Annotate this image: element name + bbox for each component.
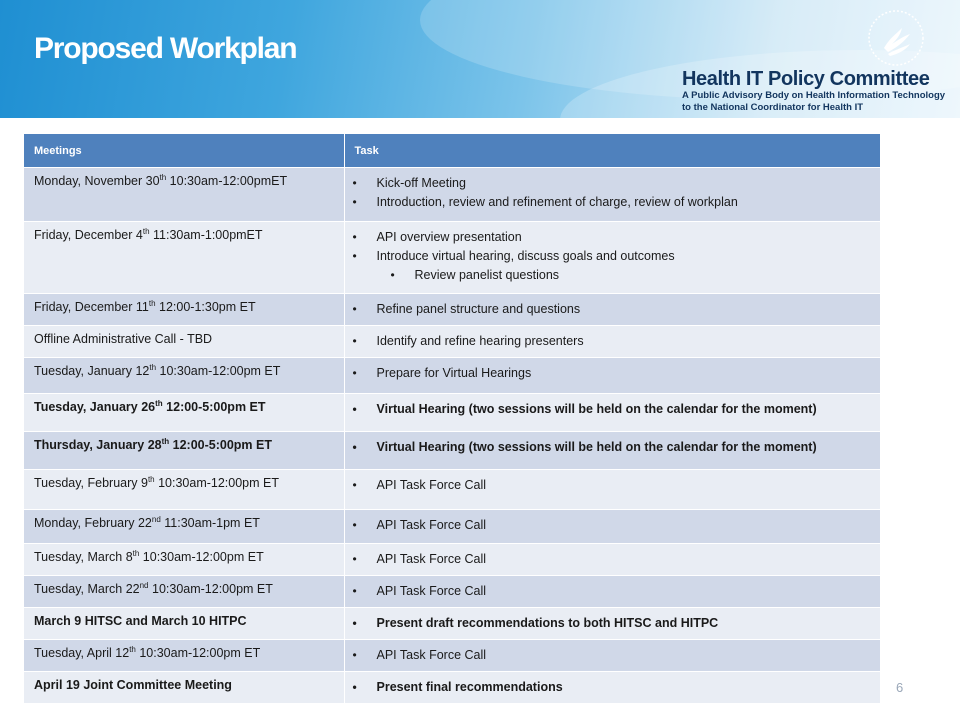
task-cell <box>344 326 880 358</box>
meeting-date <box>24 222 344 242</box>
meeting-cell <box>24 432 344 470</box>
workplan-rows <box>24 168 880 704</box>
table-row <box>24 394 880 432</box>
task-list <box>377 332 870 351</box>
meeting-date-text: April 19 Joint Committee Meeting <box>34 678 232 692</box>
table-row <box>24 432 880 470</box>
meeting-time-text: 11:30am-1:00pmET <box>149 228 263 242</box>
meeting-date <box>24 470 344 490</box>
meeting-cell <box>24 470 344 510</box>
meeting-date <box>24 326 344 346</box>
task-item: • Kick-off Meeting <box>377 174 870 193</box>
table-row <box>24 608 880 640</box>
ordinal-suffix: th <box>155 398 163 408</box>
meeting-cell <box>24 394 344 432</box>
meeting-date <box>24 168 344 188</box>
task-list <box>377 364 870 383</box>
ordinal-suffix: th <box>132 548 140 558</box>
task-item: • Present draft recommendations to both HITSC and HITPC <box>377 614 870 633</box>
task-list-container <box>345 672 880 703</box>
meeting-date <box>24 544 344 564</box>
task-cell <box>344 576 880 608</box>
task-cell <box>344 672 880 704</box>
meeting-date <box>24 394 344 414</box>
task-list-container <box>345 222 880 291</box>
task-cell <box>344 222 880 294</box>
meeting-date <box>24 640 344 660</box>
slide-title: Proposed Workplan <box>34 32 297 65</box>
meeting-date-text: Tuesday, March 22 <box>34 582 140 596</box>
task-list <box>377 582 870 601</box>
hhs-eagle-icon <box>866 8 926 68</box>
ordinal-suffix: nd <box>151 514 161 524</box>
task-item: • Virtual Hearing (two sessions will be held on the calendar for the moment) <box>377 438 870 457</box>
task-cell <box>344 168 880 222</box>
task-cell <box>344 394 880 432</box>
meeting-time-text: 10:30am-12:00pmET <box>166 174 288 188</box>
meeting-date-text: Tuesday, April 12 <box>34 646 130 660</box>
task-item: • API Task Force Call <box>377 550 870 569</box>
task-list-container <box>345 470 880 501</box>
task-item: • API Task Force Call <box>377 516 870 535</box>
task-item: • Introduction, review and refinement of charge, review of workplan <box>377 193 870 212</box>
logo-org-name: Health IT Policy Committee <box>682 68 930 90</box>
meeting-time-text: 10:30am-12:00pm ET <box>148 582 273 596</box>
task-list-container <box>345 510 880 541</box>
task-item: • Virtual Hearing (two sessions will be held on the calendar for the moment) <box>377 400 870 419</box>
page-number: 6 <box>896 680 904 695</box>
task-list-container <box>345 168 880 218</box>
task-cell <box>344 608 880 640</box>
meeting-date-text: Offline Administrative Call - TBD <box>34 332 213 346</box>
ordinal-suffix: th <box>159 172 167 182</box>
ordinal-suffix: th <box>142 226 150 236</box>
task-item: • Refine panel structure and questions <box>377 300 870 319</box>
task-list <box>377 476 870 495</box>
meeting-cell <box>24 640 344 672</box>
meeting-cell <box>24 168 344 222</box>
meeting-date <box>24 608 344 628</box>
task-list <box>377 646 870 665</box>
meeting-date <box>24 294 344 314</box>
table-row <box>24 470 880 510</box>
meeting-date-text: Friday, December 4 <box>34 228 143 242</box>
table-row <box>24 672 880 704</box>
task-cell <box>344 294 880 326</box>
meeting-date-text: Monday, February 22 <box>34 516 152 530</box>
task-item: • Introduce virtual hearing, discuss goals and outcomes <box>377 247 870 266</box>
meeting-date <box>24 432 344 452</box>
ordinal-suffix: th <box>148 298 156 308</box>
table-row <box>24 222 880 294</box>
meeting-date <box>24 576 344 596</box>
meeting-date-text: Thursday, January 28 <box>34 438 162 452</box>
meeting-time-text: 12:00-5:00pm ET <box>169 438 272 452</box>
ordinal-suffix: nd <box>139 580 149 590</box>
logo-tagline-line1: A Public Advisory Body on Health Information Technology <box>682 90 946 101</box>
table-header-row <box>24 134 880 168</box>
task-list <box>377 228 870 285</box>
task-item: • API Task Force Call <box>377 582 870 601</box>
task-item: • API Task Force Call <box>377 646 870 665</box>
table-row <box>24 168 880 222</box>
task-item: • Present final recommendations <box>377 678 870 697</box>
table-row <box>24 294 880 326</box>
task-cell <box>344 470 880 510</box>
meeting-date <box>24 672 344 692</box>
meeting-date-text: Monday, November 30 <box>34 174 160 188</box>
task-list-container <box>345 358 880 389</box>
meeting-date <box>24 510 344 530</box>
column-header-meetings: Meetings <box>24 134 344 168</box>
ordinal-suffix: th <box>129 644 136 654</box>
header-banner <box>0 0 960 118</box>
meeting-date-text: Friday, December 11 <box>34 300 149 314</box>
task-list-container <box>345 432 880 463</box>
task-list-container <box>345 576 880 607</box>
task-cell <box>344 544 880 576</box>
task-cell <box>344 640 880 672</box>
task-list-container <box>345 394 880 425</box>
task-list-container <box>345 640 880 671</box>
ordinal-suffix: th <box>161 436 170 446</box>
meeting-time-text: 11:30am-1pm ET <box>160 516 260 530</box>
meeting-cell <box>24 672 344 704</box>
meeting-cell <box>24 510 344 544</box>
task-cell <box>344 358 880 394</box>
meeting-date <box>24 358 344 378</box>
task-list-container <box>345 544 880 575</box>
meeting-date-text: Tuesday, January 12 <box>34 364 150 378</box>
task-item: • Identify and refine hearing presenters <box>377 332 870 351</box>
task-list-container <box>345 326 880 357</box>
table-row <box>24 640 880 672</box>
ordinal-suffix: th <box>149 362 157 372</box>
task-list-container <box>345 294 880 325</box>
task-list <box>377 174 870 212</box>
task-item: • Prepare for Virtual Hearings <box>377 364 870 383</box>
workplan-table <box>24 134 881 703</box>
meeting-date-text: Tuesday, January 26 <box>34 400 156 414</box>
meeting-time-text: 10:30am-12:00pm ET <box>154 476 279 490</box>
task-list <box>377 300 870 319</box>
meeting-time-text: 12:00-5:00pm ET <box>162 400 266 414</box>
task-list <box>377 550 870 569</box>
logo-tagline <box>682 90 945 114</box>
task-list <box>377 400 870 419</box>
logo-tagline-line2: to the National Coordinator for Health IT <box>682 102 864 113</box>
task-list <box>377 516 870 535</box>
hitpc-logo <box>680 8 950 118</box>
task-list <box>377 614 870 633</box>
table-row <box>24 326 880 358</box>
meeting-cell <box>24 576 344 608</box>
meeting-cell <box>24 294 344 326</box>
ordinal-suffix: th <box>147 474 155 484</box>
task-list <box>377 678 870 697</box>
table-row <box>24 544 880 576</box>
column-header-task: Task <box>344 134 880 168</box>
meeting-cell <box>24 544 344 576</box>
meeting-time-text: 10:30am-12:00pm ET <box>139 550 264 564</box>
task-cell <box>344 432 880 470</box>
meeting-time-text: 10:30am-12:00pm ET <box>156 364 281 378</box>
meeting-cell <box>24 608 344 640</box>
task-cell <box>344 510 880 544</box>
task-list-container <box>345 608 880 639</box>
meeting-cell <box>24 222 344 294</box>
table-row <box>24 576 880 608</box>
subtask-item: • Review panelist questions <box>377 266 870 285</box>
task-list <box>377 438 870 457</box>
meeting-date-text: Tuesday, February 9 <box>34 476 148 490</box>
meeting-time-text: 10:30am-12:00pm ET <box>135 646 261 660</box>
table-row <box>24 358 880 394</box>
meeting-date-text: Tuesday, March 8 <box>34 550 133 564</box>
task-item: • API Task Force Call <box>377 476 870 495</box>
table-row <box>24 510 880 544</box>
meeting-cell <box>24 326 344 358</box>
task-item: • API overview presentation <box>377 228 870 247</box>
meeting-time-text: 12:00-1:30pm ET <box>155 300 256 314</box>
meeting-cell <box>24 358 344 394</box>
meeting-date-text: March 9 HITSC and March 10 HITPC <box>34 614 247 628</box>
